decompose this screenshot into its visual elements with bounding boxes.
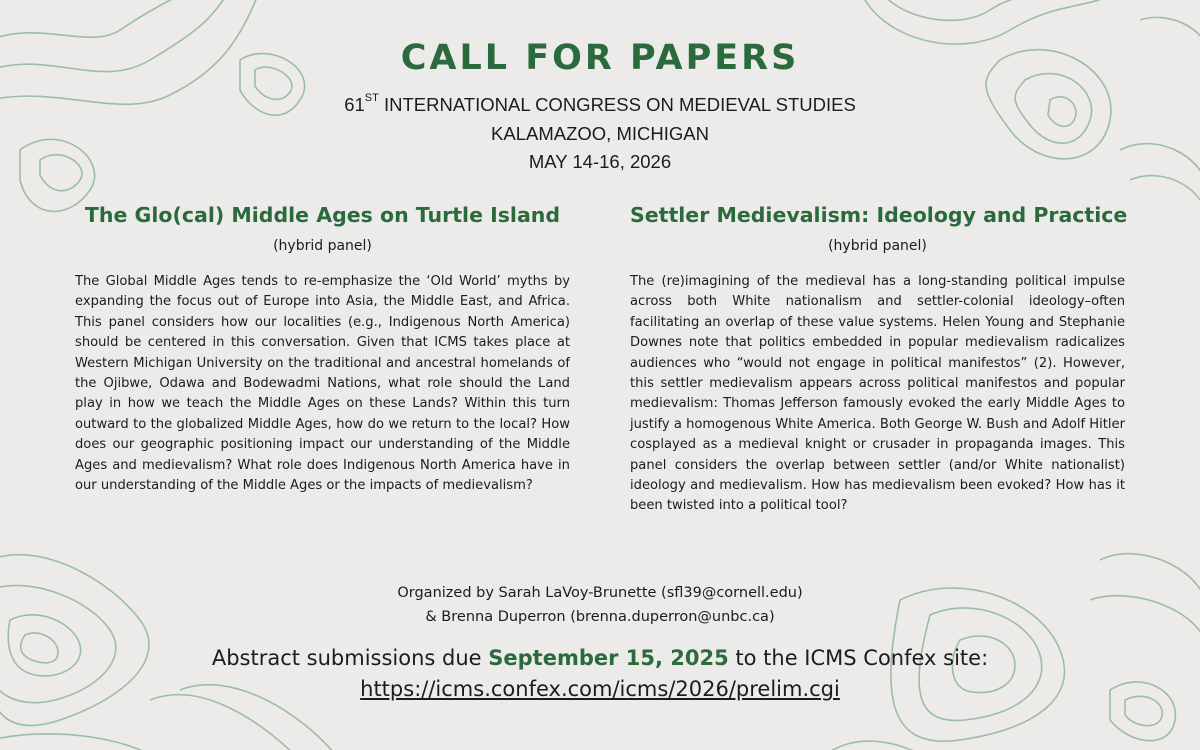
submission-url-link[interactable]: https://icms.confex.com/icms/2026/prelim.cgi bbox=[360, 677, 840, 701]
ordinal-suffix: ST bbox=[364, 92, 379, 104]
panel-format-settler: (hybrid panel) bbox=[828, 238, 927, 254]
panel-description-settler: The (re)imagining of the medieval has a long-standing political impulse across both White nationalism and settler-colonial ideology–often facilitating an overlap of these value systems. Helen Young and Stephanie Downes note that politics embedded in popular medievalism radicalizes audiences who “would not engage in political manifestos” (2). However, this settler medievalism appears across political manifestos and popular medievalism: Thomas Jefferson famously evoked the early Middle Ages to justify a homogenous White America. Both George W. Bush and Adolf Hitler cosplayed as a medieval knight or crusader in propaganda images. This panel considers the overlap between settler (and/or White nationalist) ideology and medievalism. How has medievalism been evoked? How has it been twisted into a political tool? bbox=[630, 274, 1125, 514]
ordinal-number: 61 bbox=[344, 94, 365, 115]
panel-description-glocal: The Global Middle Ages tends to re-emphasize the ‘Old World’ myths by expanding the focus out of Europe into Asia, the Middle East, and Africa. This panel considers how our localities (e.g., Indigenous North America) should be centered in this conversation. Given that ICMS takes place at Western Michigan University on the traditional and ancestral homelands of the Ojibwe, Odawa and Bodewadmi Nations, what role should the Land play in how we teach the Middle Ages on these Lands? Within this turn outward to the globalized Middle Ages, how do we return to the local? How does our geographic positioning impact our understanding of the Middle Ages and medievalism? What role does Indigenous North America have in our understanding of the Middle Ages or the impacts of medievalism? bbox=[75, 274, 570, 494]
submission-prefix: Abstract submissions due bbox=[211, 646, 489, 670]
congress-name-line bbox=[0, 94, 1200, 116]
flyer-title: CALL FOR PAPERS bbox=[400, 38, 800, 78]
submission-deadline: September 15, 2025 bbox=[488, 646, 729, 670]
panel-title-glocal: The Glo(cal) Middle Ages on Turtle Island bbox=[84, 203, 561, 227]
congress-dates: MAY 14-16, 2026 bbox=[528, 151, 672, 172]
submission-deadline-line bbox=[0, 646, 1200, 670]
panel-title-settler: Settler Medievalism: Ideology and Practice bbox=[630, 203, 1128, 227]
organizer-line-1: Organized by Sarah LaVoy-Brunette (sfl39@cornell.edu) bbox=[397, 585, 803, 601]
congress-name: INTERNATIONAL CONGRESS ON MEDIEVAL STUDIES bbox=[378, 94, 856, 115]
organizer-line-2: & Brenna Duperron (brenna.duperron@unbc.ca) bbox=[425, 609, 775, 625]
congress-location: KALAMAZOO, MICHIGAN bbox=[491, 123, 709, 144]
submission-suffix: to the ICMS Confex site: bbox=[728, 646, 989, 670]
panel-format-glocal: (hybrid panel) bbox=[273, 238, 372, 254]
